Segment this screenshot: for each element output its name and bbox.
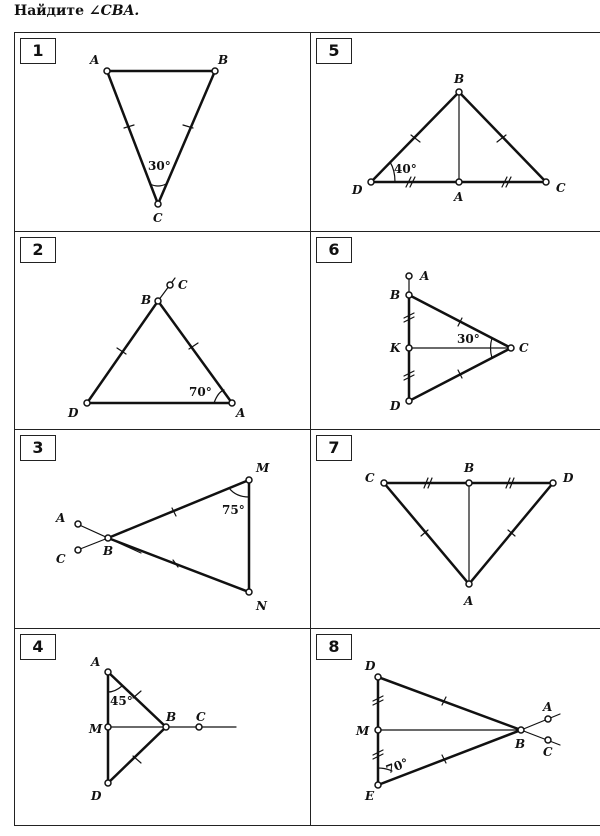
p8-point-e	[375, 782, 381, 788]
p4-label-d: D	[91, 789, 102, 803]
p8-angle-label: 70°	[384, 755, 411, 777]
p8-point-b	[518, 727, 524, 733]
p7-point-c	[381, 480, 387, 486]
p1-point-a	[104, 68, 110, 74]
p7-point-d	[550, 480, 556, 486]
p7-label-d: D	[563, 471, 574, 485]
p2-label-b: B	[141, 293, 152, 307]
p8-label-a: A	[543, 700, 553, 714]
panel-3-number: 3	[20, 435, 56, 461]
p7-point-b	[466, 480, 472, 486]
p6-label-b: B	[390, 288, 401, 302]
p6-label-a: A	[420, 269, 430, 283]
p3-point-c	[75, 547, 81, 553]
p4-point-c	[196, 724, 202, 730]
task-prefix: Найдите	[14, 3, 89, 19]
p6-point-d	[406, 398, 412, 404]
p6-angle-label: 30°	[457, 332, 480, 346]
p7-label-c: C	[365, 471, 375, 485]
p3-point-n	[246, 589, 252, 595]
p8-point-d	[375, 674, 381, 680]
panel-1-number: 1	[20, 38, 56, 64]
p8-label-m: M	[356, 724, 370, 738]
p1-label-c: C	[153, 211, 163, 225]
p2-point-a	[229, 400, 235, 406]
p8-label-e: E	[365, 789, 375, 803]
p5-point-a	[456, 179, 462, 185]
p6-point-c	[508, 345, 514, 351]
p3-label-b: B	[103, 544, 114, 558]
p3-point-m	[246, 477, 252, 483]
p6-point-b	[406, 292, 412, 298]
p5-label-d: D	[352, 183, 363, 197]
p2-label-d: D	[68, 406, 79, 420]
p3-label-c: C	[56, 552, 66, 566]
p8-label-c: C	[543, 745, 553, 759]
p5-label-b: B	[454, 72, 465, 86]
p4-point-d	[105, 780, 111, 786]
p6-label-k: K	[390, 341, 401, 355]
p5-point-b	[456, 89, 462, 95]
p3-point-b	[105, 535, 111, 541]
p8-point-c	[545, 737, 551, 743]
p6-label-c: C	[519, 341, 529, 355]
p5-label-a: A	[454, 190, 464, 204]
panel-3-figure	[75, 480, 249, 592]
p4-label-b: B	[166, 710, 177, 724]
p3-point-a	[75, 521, 81, 527]
p6-point-a	[406, 273, 412, 279]
p3-label-a: A	[56, 511, 66, 525]
p4-label-c: C	[196, 710, 206, 724]
p2-label-c: C	[178, 278, 188, 292]
p4-label-a: A	[91, 655, 101, 669]
panel-8-number: 8	[316, 634, 352, 660]
p1-point-c	[155, 201, 161, 207]
p1-label-b: B	[218, 53, 229, 67]
panel-2-number: 2	[20, 237, 56, 263]
p7-label-b: B	[464, 461, 475, 475]
p4-point-a	[105, 669, 111, 675]
panel-7-number: 7	[316, 435, 352, 461]
p8-label-b: B	[515, 737, 526, 751]
p3-angle-label: 75°	[222, 503, 245, 517]
p4-angle-label: 45°	[110, 694, 133, 708]
p2-label-a: A	[236, 406, 246, 420]
p4-label-m: M	[89, 722, 103, 736]
p5-point-c	[543, 179, 549, 185]
panel-4-figure	[108, 672, 236, 783]
p3-label-m: M	[256, 461, 270, 475]
p5-point-d	[368, 179, 374, 185]
p2-point-d	[84, 400, 90, 406]
p1-label-a: A	[90, 53, 100, 67]
panel-4-number: 4	[20, 634, 56, 660]
p3-label-n: N	[256, 599, 267, 613]
p1-point-b	[212, 68, 218, 74]
p6-point-k	[406, 345, 412, 351]
p5-angle-label: 40°	[394, 162, 417, 176]
p2-point-b	[155, 298, 161, 304]
p8-point-m	[375, 727, 381, 733]
p1-angle-label: 30°	[148, 159, 171, 173]
p5-label-c: C	[556, 181, 566, 195]
panel-5-number: 5	[316, 38, 352, 64]
p2-angle-label: 70°	[189, 385, 212, 399]
p8-point-a	[545, 716, 551, 722]
p8-label-d: D	[365, 659, 376, 673]
panel-7-figure	[384, 478, 553, 584]
p4-point-b	[163, 724, 169, 730]
p4-point-m	[105, 724, 111, 730]
p6-label-d: D	[390, 399, 401, 413]
task-angle: ∠CBA.	[88, 3, 140, 19]
panel-6-number: 6	[316, 237, 352, 263]
panel-1-figure	[107, 71, 215, 204]
p2-point-c	[167, 282, 173, 288]
p7-point-a	[466, 581, 472, 587]
p7-label-a: A	[464, 594, 474, 608]
